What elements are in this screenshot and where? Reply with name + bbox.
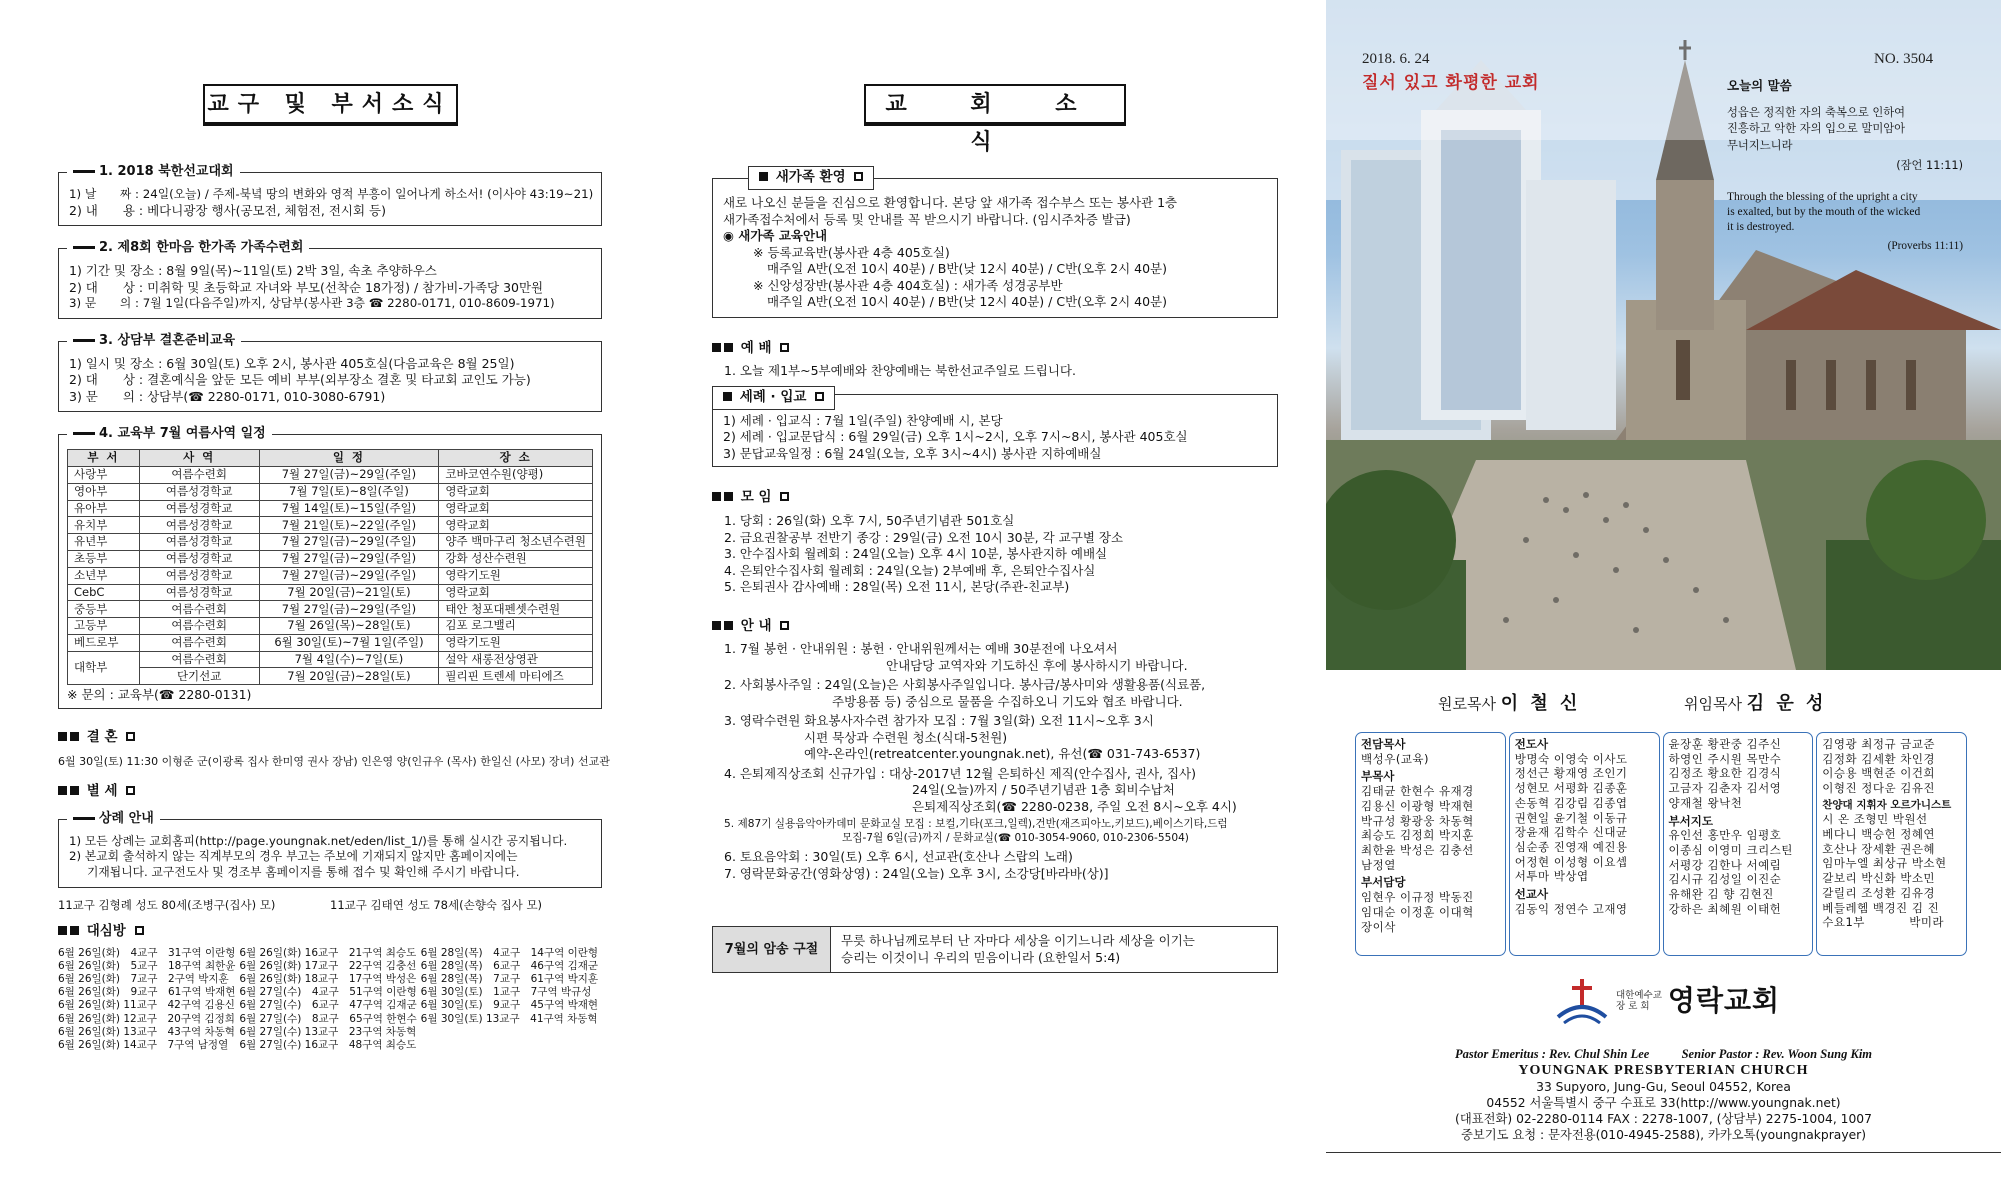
visitation-item: 6월 26일(화) 16교구 21구역 최승도 [239,946,417,959]
verse-ko-line: 성읍은 정직한 자의 축복으로 인하여 [1727,105,1906,119]
text-line: 승리는 이것이니 우리의 믿음이니라 (요한일서 5:4) [841,949,1121,965]
heading-worship [712,340,1278,358]
staff-names: 임현우 이규정 박동진 [1361,890,1474,905]
verse-title: 오늘의 말씀 [1727,78,1792,93]
text-line: 1) 날 짜 : 24일(오늘) / 주제-북녘 땅의 변화와 영적 부흥이 일어나게 하소서! (이사야 43:19~21) [69,187,594,201]
heading-text: 대심방 [86,922,126,939]
inquiry-note: ※ 문의 : 교육부(☎ 2280-0131) [67,687,252,703]
verse-en-ref: (Proverbs 11:11) [1887,240,1963,253]
text-line: 2) 내 용 : 베다니광장 행사(공모전, 체험전, 전시회 등) [69,202,386,218]
text-line: 2) 세례 · 입교문답식 : 6월 29일(금) 오후 1시~2시, 오후 7시~8시, 봉사관 405호실 [723,429,1188,445]
table-cell: 7월 20일(금)~28일(토) [259,668,439,685]
table-cell: 초등부 [68,550,140,567]
text-line: 2. 사회봉사주일 : 24일(오늘)은 사회봉사주일입니다. 봉사금/봉사미와 생활용품(식료품, [724,677,1206,693]
staff-role-title: 전담목사 [1361,737,1406,751]
staff-names: 김정화 김세환 차인경 [1822,751,1936,766]
text-line: ※ 신앙성장반(봉사관 4층 404호실) : 새가족 성경공부반 [753,277,1063,293]
verse-en-line: Through the blessing of the upright a city [1727,191,1918,204]
column-parish-news [0,0,650,1192]
table-cell: 7월 14일(토)~15일(주일) [259,500,439,517]
table-cell: 태안 청포대펜셋수련원 [439,601,593,618]
text-line: ※ 등록교육반(봉사관 4층 405호실) [753,244,950,260]
text-line: 1) 세례 · 입교식 : 7월 1일(주일) 찬양예배 시, 본당 [723,412,1003,428]
visitation-item: 6월 30일(토) 1교구 7구역 박규성 [420,986,592,999]
table-cell: 7월 7일(토)~8일(주일) [259,483,439,500]
text-line: 1. 당회 : 26일(화) 오후 7시, 50주년기념관 501호실 [724,513,1015,529]
staff-names: 권현일 윤기철 이동규 [1514,810,1628,825]
text-line: 24일(오늘)까지 / 50주년기념관 1층 회비수납처 [912,782,1175,798]
table-cell: 단기선교 [139,668,259,685]
staff-names: 호산나 장세환 권은혜 [1822,841,1936,856]
heading-meeting [712,489,1278,507]
prayer-request: 중보기도 요청 : 문자전용(010-4945-2588), 카카오톡(youngnakprayer) [1460,1128,1867,1143]
staff-names: 서투마 박상엽 [1514,869,1589,884]
visitation-item: 6월 27일(수) 6교구 47구역 김재군 [239,999,417,1012]
staff-names: 유해완 김 향 김현진 [1668,887,1774,902]
text-line: 2) 대 상 : 미취학 및 초등학교 자녀와 부모(선착순 18가정) / 참가비-가족당 30만원 [69,279,544,295]
table-cell: 유년부 [68,534,140,551]
address-ko: 04552 서울특별시 중구 수표로 33(http://www.youngnak.net) [1486,1096,1841,1111]
staff-names: 손동혁 김강림 김종엽 [1514,795,1628,810]
issue-date: 2018. 6. 24 [1362,51,1430,67]
staff-names: 심순종 진영재 예진용 [1514,840,1628,855]
church-footer [1326,1046,2001,1153]
table-cell: 7월 26일(목)~28일(토) [259,618,439,635]
text-line: 기재됩니다. 교구전도사 및 경조부 홈페이지를 통해 접수 및 확인해 주시기 바랍니다. [87,865,520,880]
table-cell: 대학부 [68,651,140,685]
staff-names: 김시규 김성일 이진순 [1668,872,1782,887]
table-cell: 여름성경학교 [139,483,259,500]
staff-column [1816,732,1967,956]
page-title-church: 교 회 소 식 [864,84,1126,126]
visitation-item: 6월 27일(수) 13교구 23구역 차동혁 [239,1025,417,1038]
staff-names: 갈보리 박신화 박소민 [1822,871,1936,886]
staff-names: 유인선 홍만우 임평호 [1668,828,1782,843]
text-line: 모집-7월 6일(금)까지 / 문화교실(☎ 010-3054-9060, 010-2306-5504) [842,832,1189,845]
wedding-text: 6월 30일(토) 11:30 이형준 군(이광록 집사 한미영 권사 장남) 인은영 양(인규우 (목사) 한일신 (사모) 장녀) 선교관 [58,754,610,768]
text-line: 안내담당 교역자와 기도하신 후에 봉사하시기 바랍니다. [886,657,1188,673]
staff-names: 하영인 주시원 목만수 [1668,751,1782,766]
text-line: 3) 문답교육일정 : 6월 24일(오늘, 오후 3시~4시) 봉사관 지하예배실 [723,445,1102,461]
section-title: 2. 제8회 한마음 한가족 가족수련회 [99,240,304,256]
address-en: 33 Supyoro, Jung-Gu, Seoul 04552, Korea [1536,1080,1791,1095]
heading-visitation [58,923,602,941]
church-logo-icon [1556,977,1608,1025]
column-cover [1326,0,2001,1192]
table-cell: 베드로부 [68,634,140,651]
section-title: 3. 상담부 결혼준비교육 [99,332,236,348]
table-cell: 중등부 [68,601,140,618]
text-line: 1) 모든 상례는 교회홈피(http://page.youngnak.net/eden/list_1/)를 통해 실시간 공지됩니다. [69,833,568,848]
table-row [68,601,593,618]
visitation-item: 6월 27일(수) 4교구 51구역 이란형 [239,986,417,999]
visitation-item: 6월 27일(수) 8교구 65구역 한현수 [239,1012,417,1025]
telephone: (대표전화) 02-2280-0114 FAX : 2278-1007, (상담부) 2275-1004, 1007 [1455,1112,1872,1127]
table-cell: 영락기도원 [439,634,593,651]
text-line: 1. 7월 봉헌 · 안내위원 : 봉헌 · 안내위원께서는 예배 30분전에 나오셔서 [724,641,1118,657]
staff-names: 강하은 최혜원 이태헌 [1668,901,1782,916]
obituary-item: 11교구 김형례 성도 80세(조병구(집사) 모) [58,897,276,912]
visitation-item: 6월 28일(목) 7교구 61구역 박지훈 [420,973,599,986]
table-row [68,634,593,651]
visitation-item: 6월 26일(화) 17교구 22구역 김충선 [239,959,417,972]
staff-column [1663,732,1814,956]
heading-text: 결 혼 [86,728,118,745]
table-row [68,618,593,635]
pastor-emeritus-name: 이 철 신 [1500,693,1581,714]
heading-text: 새가족 환영 [775,169,846,185]
staff-names: 장윤재 김학수 신대균 [1514,825,1628,840]
table-cell: 7월 27일(금)~29일(주일) [259,534,439,551]
section-baptism [712,388,1278,468]
text-line: 은퇴제직상조회(☎ 2280-0238, 주일 오전 8시~오후 4시) [912,798,1237,814]
church-photo [1326,0,2001,670]
text-line: 새로 나오신 분들을 진심으로 환영합니다. 본당 앞 새가족 접수부스 또는 봉사관 1층 [723,195,1178,210]
page-title-parish: 교구 및 부서소식 [203,84,458,126]
table-cell: 강화 성산수련원 [439,550,593,567]
senior-pastor-title: 위임목사 [1684,695,1742,713]
staff-role-title: 전도사 [1514,737,1549,751]
text-line: 새가족접수처에서 등록 및 안내를 꼭 받으시기 바랍니다. (임시주차증 발급) [723,211,1131,227]
table-cell: 7월 20일(금)~21일(토) [259,584,439,601]
staff-names: 윤장훈 황관중 김주신 [1668,737,1782,751]
column-church-news [650,0,1326,1192]
staff-names: 백성우(교육) [1361,751,1430,766]
text-line: 6. 토요음악회 : 30일(토) 오후 6시, 선교관(호산나 스랍의 노래) [724,849,1073,865]
staff-role-title: 부서담당 [1361,875,1406,890]
staff-names: 김동익 정연수 고재영 [1514,901,1628,916]
col-header: 일 정 [259,450,439,467]
text-line: 매주일 A반(오전 10시 40분) / B반(낮 12시 40분) / C반(오후 2시 40분) [767,294,1168,309]
logo-small-text: 대한예수교 [1616,989,1662,1001]
verse-ko-ref: (잠언 11:11) [1896,159,1963,173]
col-header: 부 서 [68,450,140,467]
staff-names: 베다니 백승헌 정혜연 [1822,827,1936,842]
text-line: 3. 영락수련원 화요봉사자수련 참가자 모집 : 7월 3일(화) 오전 11시~오후 3시 [724,713,1154,729]
staff-column [1509,732,1660,956]
senior-pastor-name: 김 운 성 [1746,693,1827,714]
table-row [68,584,593,601]
col-header: 사 역 [139,450,259,467]
table-cell: 7월 4일(수)~7일(토) [259,651,439,668]
table-cell: 영아부 [68,483,140,500]
table-row [68,483,593,500]
staff-names: 김용신 이광형 박재현 [1361,798,1474,813]
visitation-item: 6월 26일(화) 4교구 31구역 이란형 [58,946,236,959]
issue-number: NO. 3504 [1874,51,1934,67]
table-row [68,567,593,584]
senior-pastor-en: Senior Pastor : Rev. Woon Sung Kim [1681,1047,1873,1061]
table-row [68,668,593,685]
visitation-item: 6월 30일(토) 9교구 45구역 박재현 [420,999,599,1012]
table-cell: 여름성경학교 [139,584,259,601]
visitation-item: 6월 28일(목) 6교구 46구역 김재군 [420,959,599,972]
text-line: 매주일 A반(오전 10시 40분) / B반(낮 12시 40분) / C반(오후 2시 40분) [767,261,1168,276]
table-cell: 여름수련회 [139,601,259,618]
text-line: 1) 일시 및 장소 : 6월 30일(토) 오후 2시, 봉사관 405호실(다음교육은 8월 25일) [69,355,515,371]
logo-small-text: 장 로 회 [1616,1001,1650,1012]
staff-names: 이승용 백현준 이건희 [1822,766,1936,781]
text-line: 3) 문 의 : 7월 1일(다음주일)까지, 상담부(봉사관 3층 ☎ 2280-0171, 010-8609-1971) [69,296,555,311]
text-line: 5. 은퇴권사 감사예배 : 28일(목) 오전 11시, 본당(주관-친교부) [724,579,1070,595]
table-cell: 7월 27일(금)~29일(주일) [259,567,439,584]
visitation-item [421,1039,602,1052]
section-marriage-prep [58,332,602,413]
heading-newcomer [748,166,874,190]
staff-role-title: 찬양대 지휘자 오르가니스트 [1822,798,1952,811]
heading-notice [712,618,1278,636]
table-cell: 고등부 [68,618,140,635]
staff-names: 최승도 김정희 박지훈 [1361,828,1474,843]
staff-names: 박규성 황광웅 차동혁 [1361,813,1474,828]
verse-en-line: is exalted, but by the mouth of the wicked [1727,206,1921,219]
table-cell: 6월 30일(토)~7월 1일(주일) [259,634,439,651]
table-cell: 7월 21일(토)~22일(주일) [259,517,439,534]
table-cell: 필리핀 트렌세 마티에즈 [439,668,593,685]
heading-funeral [58,783,602,801]
table-row [68,517,593,534]
table-cell: 사랑부 [68,466,140,483]
visitation-item: 6월 26일(화) 5교구 18구역 최한윤 [58,959,236,972]
table-cell: 여름수련회 [139,651,259,668]
staff-names: 임마누엘 최상규 박소현 [1822,856,1947,871]
table-row [68,651,593,668]
table-cell: 7월 27일(금)~29일(주일) [259,550,439,567]
heading-wedding [58,729,602,747]
section-newcomer [712,169,1278,318]
verse-ko-line: 진흥하고 악한 자의 입으로 말미암아 [1727,122,1906,136]
table-cell: 여름성경학교 [139,550,259,567]
staff-names: 김태균 한현수 유재경 [1361,784,1474,799]
text-line: 예약-온라인(retreatcenter.youngnak.net), 유선(☎ 031-743-6537) [804,746,1201,762]
table-cell: 여름성경학교 [139,500,259,517]
table-row [68,500,593,517]
text-line: ◉ 새가족 교육안내 [723,228,828,243]
text-line: 시편 묵상과 수련원 청소(식대-5천원) [804,729,1008,745]
table-cell: 영락교회 [439,500,593,517]
staff-names: 갈릴리 조성환 김유경 [1822,885,1936,900]
schedule-table [67,449,593,685]
table-cell: 설악 새롱전상영관 [439,651,593,668]
table-cell: 유아부 [68,500,140,517]
visitation-item: 6월 27일(수) 16교구 48구역 최승도 [239,1039,417,1052]
section-title: 1. 2018 북한선교대회 [99,164,234,179]
section-title: 4. 교육부 7월 여름사역 일정 [99,426,266,442]
staff-names: 베들레헴 백경진 김 진 [1822,900,1940,915]
section-nk-mission [58,164,602,226]
staff-names: 시 온 조형민 박원선 [1822,812,1928,827]
table-cell: 영락기도원 [439,567,593,584]
text-line: 1. 오늘 제1부~5부예배와 찬양예배는 북한선교주일로 드립니다. [724,363,1076,379]
text-line: 2) 대 상 : 결혼예식을 앞둔 모든 예비 부부(외부장소 결혼 및 타교회 교인도 가능) [69,372,531,388]
pastor-emeritus-en: Pastor Emeritus : Rev. Chul Shin Lee [1454,1047,1650,1061]
text-line: 7. 영락문화공간(영화상영) : 24일(오늘) 오후 3시, 소강당[바라바(상)] [724,865,1109,881]
table-cell: 여름수련회 [139,466,259,483]
heading-text: 별 세 [86,783,118,800]
heading-baptism [712,386,835,410]
church-logo [1556,976,1780,1026]
table-cell: 여름성경학교 [139,517,259,534]
col-header: 장 소 [439,450,593,467]
table-cell: 영락교회 [439,584,593,601]
visitation-item: 6월 28일(목) 4교구 14구역 이란형 [420,946,599,959]
section-summer-schedule [58,426,602,709]
staff-names: 어정현 이성형 이요셉 [1514,854,1628,869]
staff-role-title: 부목사 [1361,769,1395,784]
staff-role-title: 부서지도 [1668,813,1713,828]
staff-names: 이형진 정다운 김유진 [1822,781,1936,796]
staff-directory [1355,732,1967,956]
verse-en-line: it is destroyed. [1727,221,1795,234]
verse-ko-line: 무너지느니라 [1727,139,1793,153]
text-line: 무릇 하나님께로부터 난 자마다 세상을 이기느니라 세상을 이기는 [841,933,1195,949]
staff-names: 김정조 황요한 김경식 [1668,766,1782,781]
staff-column [1355,732,1506,956]
text-line: 3) 문 의 : 상담부(☎ 2280-0171, 010-3080-6791) [69,388,386,404]
church-name-en: YOUNGNAK PRESBYTERIAN CHURCH [1518,1063,1809,1079]
table-cell: 7월 27일(금)~29일(주일) [259,466,439,483]
table-cell: 여름수련회 [139,618,259,635]
text-line: 2) 본교회 출석하지 않는 직계부모의 경우 부고는 주보에 기재되지 않지만 홈페이지에는 [69,849,518,864]
heading-text: 예 배 [740,339,772,356]
table-cell: 김포 로그밸리 [439,618,593,635]
table-cell: 영락교회 [439,483,593,500]
visitation-grid [58,947,602,1053]
visitation-item: 6월 26일(화) 14교구 7구역 남정열 [58,1039,229,1052]
table-row [68,466,593,483]
staff-names: 서평강 김한나 서예림 [1668,857,1782,872]
text-line: 주방용품 등) 중심으로 물품을 수집하오니 기도와 협조 바랍니다. [832,693,1183,709]
text-line: 1) 기간 및 장소 : 8월 9일(목)~11일(토) 2박 3일, 속초 추양하우스 [69,263,437,279]
table-cell: 양주 백마구리 청소년수련원 [439,534,593,551]
church-slogan: 질서 있고 화평한 교회 [1362,73,1540,93]
heading-text: 안 내 [740,617,772,634]
visitation-item [421,1026,602,1039]
table-cell: 소년부 [68,567,140,584]
visitation-item: 6월 26일(화) 18교구 17구역 박성은 [239,973,417,986]
staff-names: 방명숙 이영숙 이사도 [1514,751,1628,766]
staff-names: 고금자 김춘자 김서영 [1668,781,1782,796]
table-cell: 코바코연수원(양평) [439,466,593,483]
staff-names: 임대순 이정훈 이대혁 [1361,904,1474,919]
staff-names: 수요1부 박미라 [1822,915,1945,930]
heading-text: 모 임 [740,489,772,506]
text-line: 5. 제87기 실용음악아카데미 문화교실 모집 : 보컬,기타(포크,일렉),건반(재즈피아노,키보드),베이스기타,드럼 [724,818,1228,831]
staff-names: 남정열 [1361,857,1396,872]
church-name: 영락교회 [1667,983,1781,1017]
table-cell: 여름수련회 [139,634,259,651]
memory-verse-box [712,926,1278,973]
table-cell: CebC [68,584,140,601]
staff-role-title: 선교사 [1514,887,1549,902]
visitation-item: 6월 26일(화) 9교구 61구역 박재현 [58,986,236,999]
staff-names: 정선근 황재영 조인기 [1514,766,1628,781]
section-funeral-guide [58,810,602,888]
today-verse [1727,78,1963,254]
text-line: 3. 안수집사회 월례회 : 24일(오늘) 오후 4시 10분, 봉사관지하 예배실 [724,546,1108,562]
text-line: 4. 은퇴안수집사회 월례회 : 24일(오늘) 2부예배 후, 은퇴안수집사실 [724,562,1096,578]
table-cell: 영락교회 [439,517,593,534]
table-cell: 여름성경학교 [139,567,259,584]
section-title: 상례 안내 [99,810,154,826]
pastor-emeritus-title: 원로목사 [1438,695,1496,713]
visitation-item: 6월 26일(화) 13교구 43구역 차동혁 [58,1025,235,1038]
visitation-item: 6월 26일(화) 12교구 20구역 김정희 [58,1012,235,1025]
staff-names: 장이삭 [1361,919,1396,934]
obituary-item: 11교구 김태연 성도 78세(손향숙 집사 모) [330,897,543,912]
table-cell: 여름성경학교 [139,534,259,551]
visitation-item: 6월 30일(토) 13교구 41구역 차동혁 [420,1012,598,1025]
text-line: 2. 금요권찰공부 전반기 종강 : 29일(금) 오전 10시 30분, 각 교구별 장소 [724,529,1124,545]
memory-verse-label: 7월의 암송 구절 [713,927,831,972]
section-family-retreat [58,240,602,319]
staff-names: 성현모 서평화 김종훈 [1514,781,1628,796]
table-cell: 7월 27일(금)~29일(주일) [259,601,439,618]
table-cell: 유치부 [68,517,140,534]
staff-names: 이종심 이영미 크리스틴 [1668,843,1793,858]
staff-names: 김영광 최정규 금교준 [1822,737,1936,751]
heading-text: 세례 · 입교 [739,388,807,405]
staff-names: 양재철 왕낙천 [1668,795,1743,810]
table-row [68,534,593,551]
visitation-item: 6월 26일(화) 7교구 2구역 박지훈 [58,973,229,986]
staff-names: 최한윤 박성은 김충선 [1361,843,1474,858]
visitation-item: 6월 26일(화) 11교구 42구역 김용신 [58,999,235,1012]
table-row [68,550,593,567]
text-line: 4. 은퇴제직상조회 신규가입 : 대상-2017년 12월 은퇴하신 제직(안수집사, 권사, 집사) [724,765,1197,781]
